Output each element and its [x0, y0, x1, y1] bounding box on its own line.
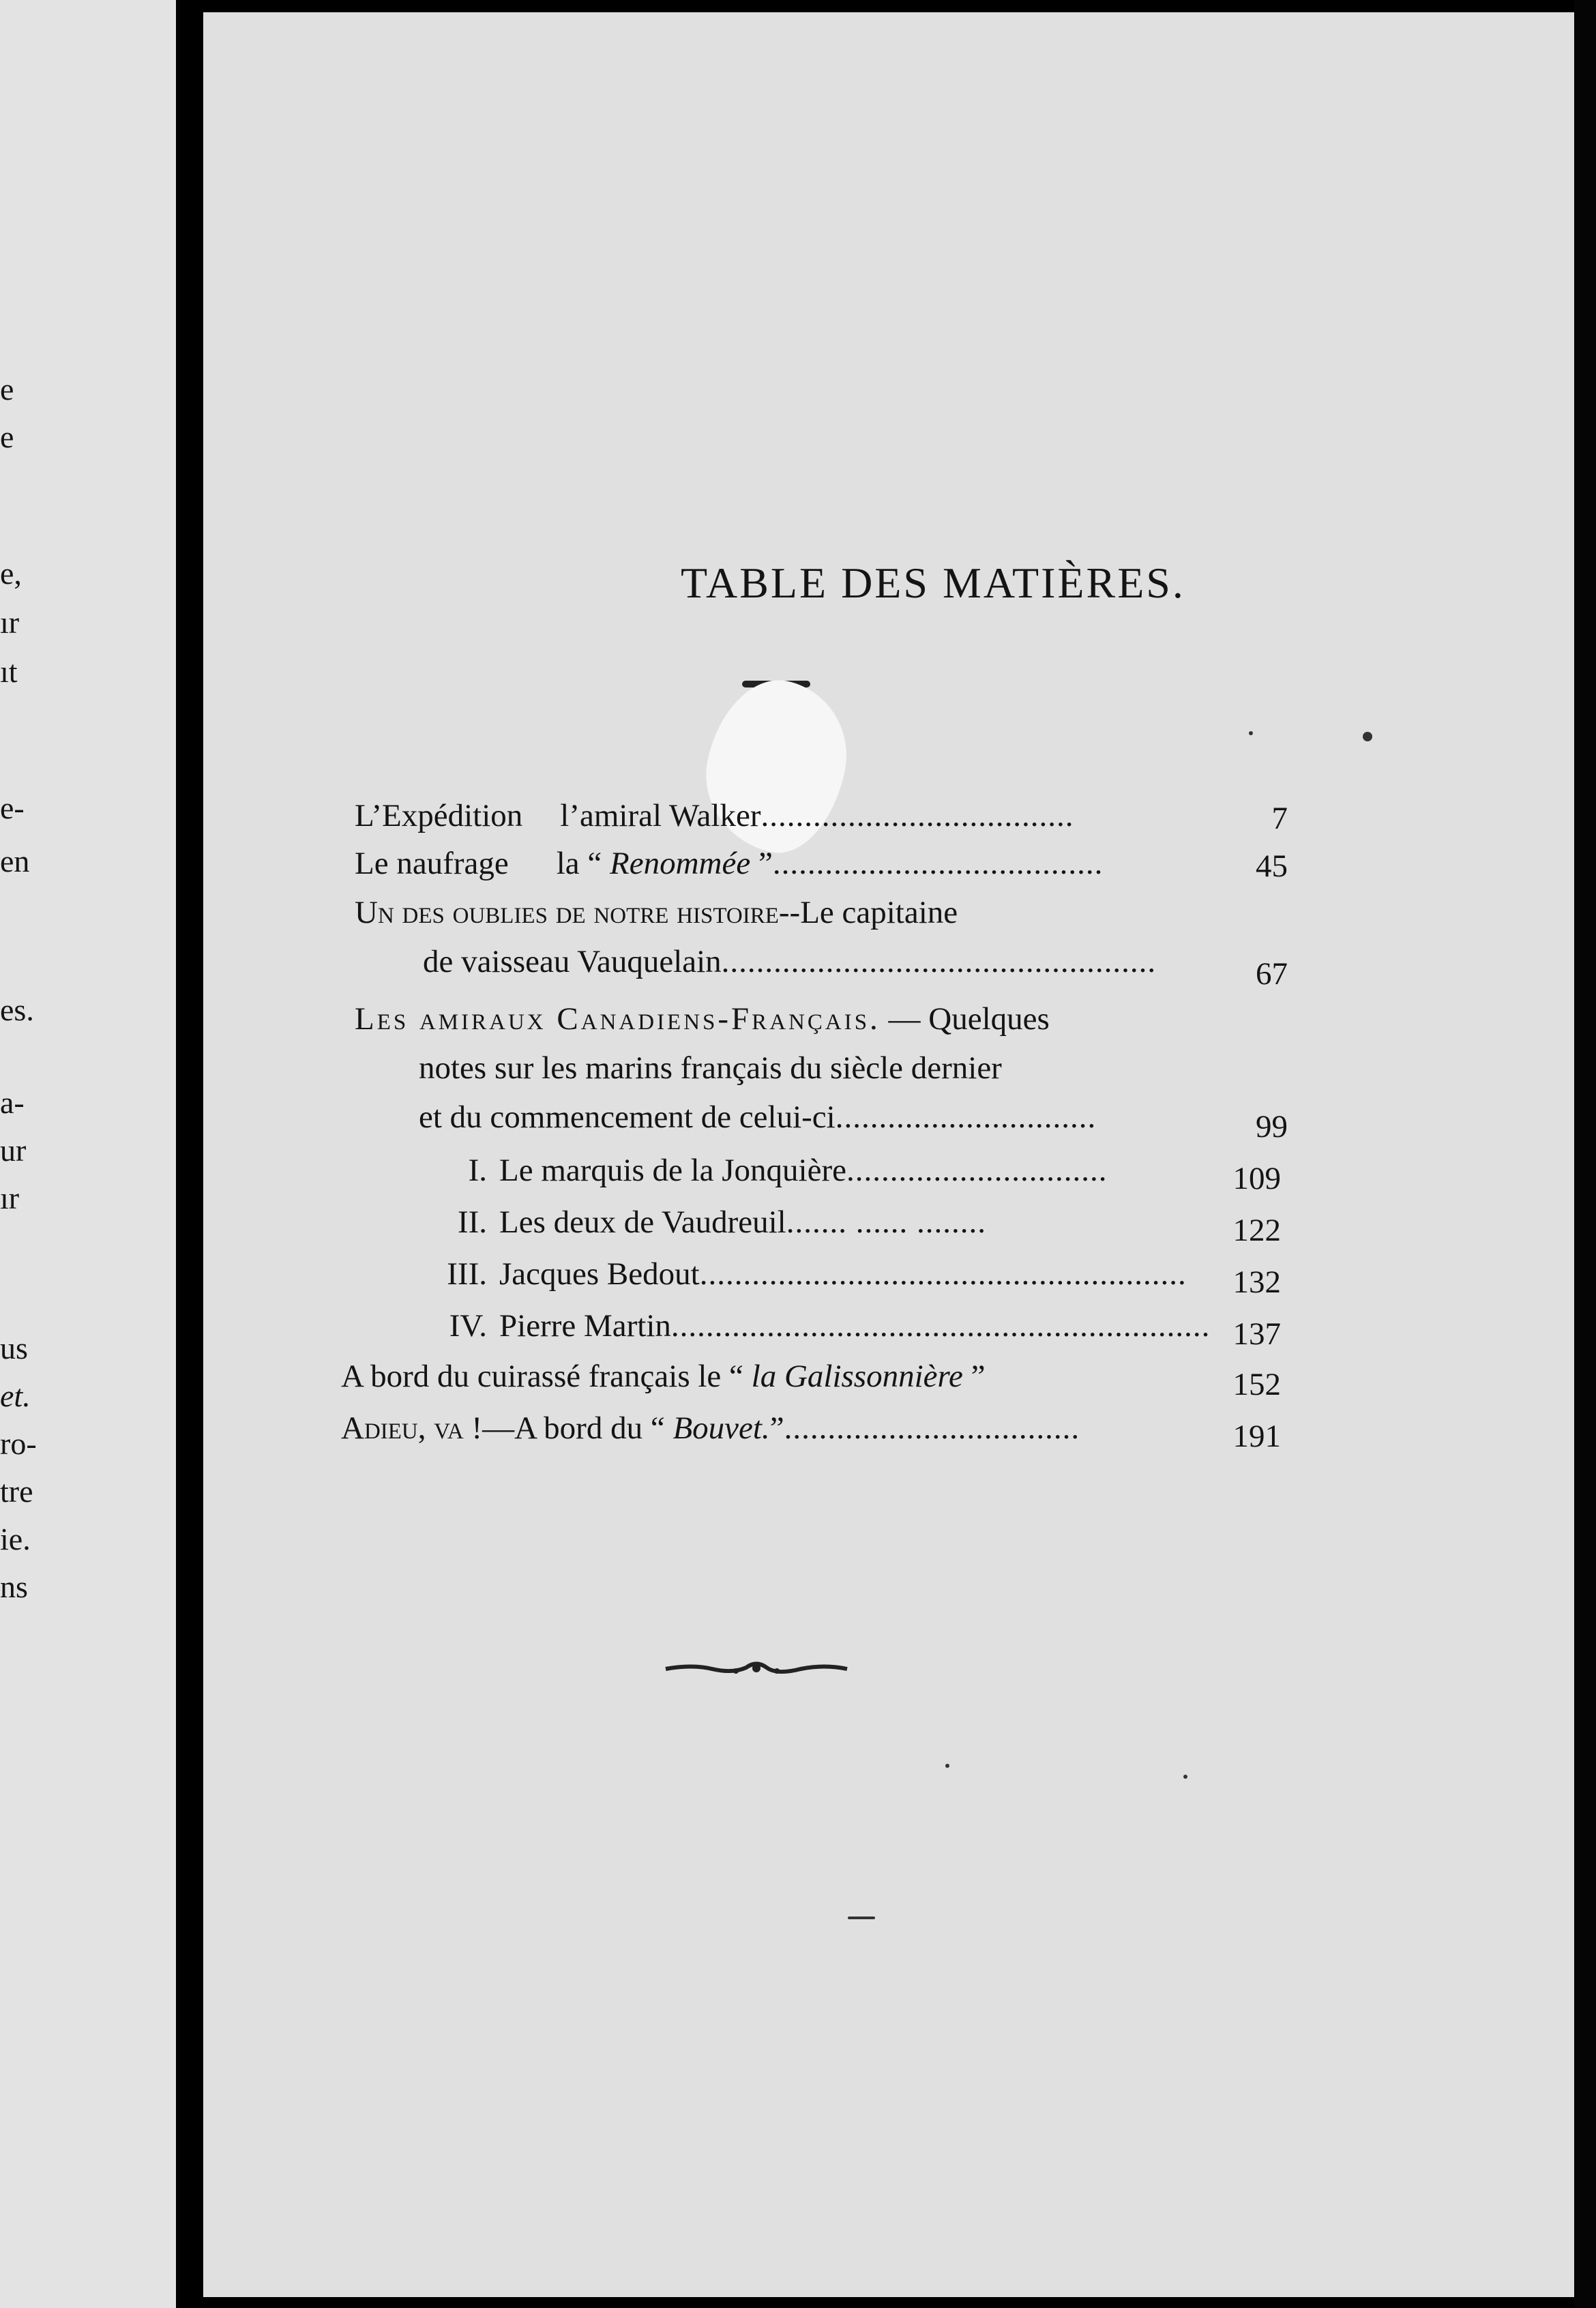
left-page-fragment: es. [0, 992, 34, 1027]
bottom-ornament [664, 1659, 848, 1679]
page-number: 109 [1232, 1161, 1281, 1196]
left-page-fragment: et. [0, 1378, 31, 1413]
entry-text: A bord du cuirassé français le “ [341, 1359, 752, 1394]
toc-entry: IV. Pierre Martin.............................................................. [446, 1305, 1094, 1346]
page-number: 191 [1232, 1419, 1281, 1454]
left-page-fragment: en [0, 844, 30, 878]
toc-entry [355, 892, 958, 933]
main-page [203, 12, 1574, 2297]
left-page-fragment: ır [0, 1181, 20, 1215]
entry-text: — Quelques [880, 1001, 1050, 1037]
entry-text: la “ [556, 846, 610, 881]
page-number: 122 [1232, 1213, 1281, 1248]
entry-text: Pierre Martin [499, 1308, 671, 1344]
left-page-fragment: ır [0, 605, 20, 640]
toc-entry: II. Les deux de Vaudreuil....... ...... ........ [446, 1202, 1052, 1243]
page-number: 7 [1271, 801, 1288, 836]
ink-speck [848, 1917, 875, 1919]
entry-heading-smallcaps: Les amiraux Canadiens-Français. [355, 1001, 881, 1037]
entry-text: notes sur les marins français du siècle dernier [419, 1050, 1002, 1086]
roman-numeral: III. [447, 1256, 487, 1292]
entry-text: !—A bord du “ [463, 1410, 673, 1446]
toc-entry: et du commencement de celui-ci.............................. [419, 1099, 1097, 1135]
toc-entry [419, 1048, 1002, 1089]
left-page-fragment: ie. [0, 1522, 31, 1556]
left-page-fragment: e, [0, 556, 22, 591]
binding-gutter [176, 0, 203, 2308]
toc-entry: Le naufrage la “ Renommée ”...................................... [355, 846, 1104, 881]
entry-text: --Le capitaine [778, 895, 958, 930]
left-page-fragment: ro- [0, 1426, 37, 1461]
entry-text: et du commencement de celui-ci [419, 1099, 836, 1135]
toc-entry [341, 1356, 986, 1397]
entry-text: L’Expédition [355, 798, 523, 833]
ink-speck [945, 1764, 949, 1768]
page-title: TABLE DES MATIÈRES. [681, 559, 1185, 607]
left-page-fragment: ur [0, 1133, 27, 1168]
entry-title-italic: la Galissonnière [751, 1359, 963, 1394]
left-page-fragment: e [0, 419, 14, 454]
ink-speck [1183, 1775, 1187, 1779]
left-page-fragment: us [0, 1331, 28, 1365]
left-page-edge [0, 0, 176, 2308]
page-number: 132 [1232, 1264, 1281, 1300]
roman-numeral: IV. [449, 1308, 487, 1344]
entry-text: Le naufrage [355, 846, 509, 881]
entry-text: ” [750, 846, 773, 881]
ink-speck [1249, 731, 1253, 735]
page-number: 137 [1232, 1316, 1281, 1352]
roman-numeral: II. [457, 1204, 487, 1240]
entry-text: l’amiral Walker [560, 798, 761, 833]
page-number: 67 [1256, 956, 1288, 992]
entry-title-italic: Renommée [610, 846, 751, 881]
toc-entry: I. Le marquis de la Jonquière.............................. [446, 1150, 1051, 1191]
left-page-fragment: e [0, 372, 14, 406]
toc-entry [355, 998, 1050, 1039]
toc-entry: III. Jacques Bedout........................................................ [446, 1254, 1082, 1294]
entry-heading-smallcaps: Un des oublies de notre histoire [355, 895, 779, 930]
entry-text: Le marquis de la Jonquière [499, 1153, 846, 1188]
left-page-fragment: ns [0, 1569, 28, 1604]
entry-heading-smallcaps: Adieu, va [341, 1410, 464, 1446]
page-number: 45 [1256, 848, 1288, 884]
entry-text: Les deux de Vaudreuil [499, 1204, 786, 1240]
page-number: 99 [1256, 1109, 1288, 1144]
left-page-fragment: a- [0, 1085, 25, 1120]
left-page-fragment: e- [0, 790, 25, 825]
entry-text: Jacques Bedout [499, 1256, 700, 1292]
roman-numeral: I. [468, 1153, 487, 1188]
ink-speck [1363, 732, 1372, 741]
toc-entry: L’Expédition l’amiral Walker.................................... [355, 798, 1074, 833]
right-page-edge [1574, 0, 1596, 2308]
left-page-fragment: ıt [0, 654, 18, 689]
toc-entry: de vaisseau Vauquelain.................................................. [423, 944, 1157, 979]
entry-text: ” [962, 1359, 986, 1394]
entry-title-italic: Bouvet. [673, 1410, 770, 1446]
toc-entry: Adieu, va !—A bord du “ Bouvet.”.................................. [341, 1410, 1080, 1446]
entry-text: de vaisseau Vauquelain [423, 944, 722, 979]
page-number: 152 [1232, 1367, 1281, 1402]
left-page-fragment: tre [0, 1474, 33, 1509]
entry-text: ” [769, 1410, 784, 1446]
